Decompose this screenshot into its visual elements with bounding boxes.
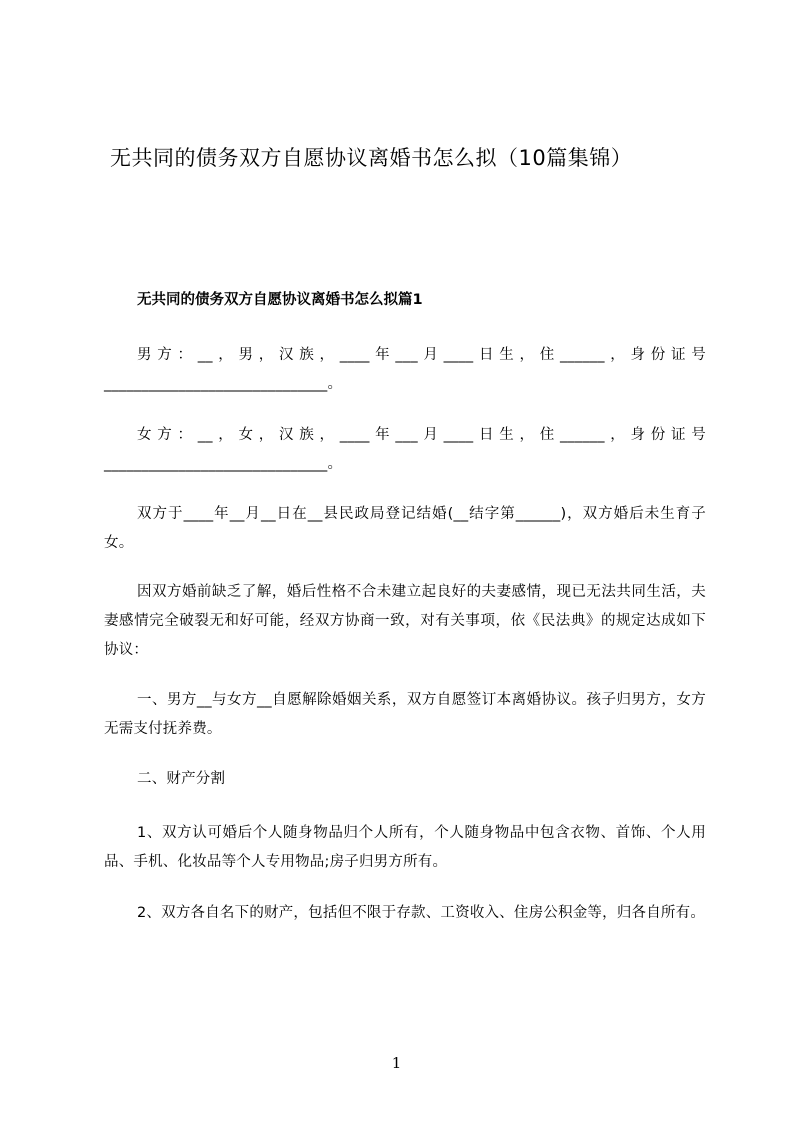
paragraph-clause-one: 一、男方__与女方__自愿解除婚姻关系，双方自愿签订本离婚协议。孩子归男方，女方无需支付抚养费。: [104, 692, 706, 737]
document-title: 无共同的债务双方自愿协议离婚书怎么拟（10篇集锦）: [110, 146, 633, 170]
paragraph-male-party: 男方：__，男，汉族，____年___月____日生，住______，身份证号______________________________。: [104, 347, 706, 392]
paragraph-reason: 因双方婚前缺乏了解，婚后性格不合未建立起良好的夫妻感情，现已无法共同生活，夫妻感情完全破裂无和好可能，经双方协商一致，对有关事项，依《民法典》的规定达成如下协议：: [104, 584, 706, 658]
section-title: 无共同的债务双方自愿协议离婚书怎么拟篇1: [137, 292, 423, 308]
page-number: 1: [391, 1054, 402, 1072]
paragraph-clause-two-item-one: 1、双方认可婚后个人随身物品归个人所有，个人随身物品中包含衣物、首饰、个人用品、手机、化妆品等个人专用物品;房子归男方所有。: [104, 825, 706, 870]
paragraph-clause-two-item-two: 2、双方各自名下的财产，包括但不限于存款、工资收入、住房公积金等，归各自所有。: [137, 905, 706, 921]
paragraph-female-party: 女方：__，女，汉族，____年___月____日生，住______，身份证号______________________________。: [104, 427, 706, 472]
paragraph-marriage-registration: 双方于____年__月__日在__县民政局登记结婚(__结字第______)，双方婚后未生育子女。: [104, 506, 706, 551]
paragraph-clause-two-heading: 二、财产分割: [137, 771, 226, 787]
